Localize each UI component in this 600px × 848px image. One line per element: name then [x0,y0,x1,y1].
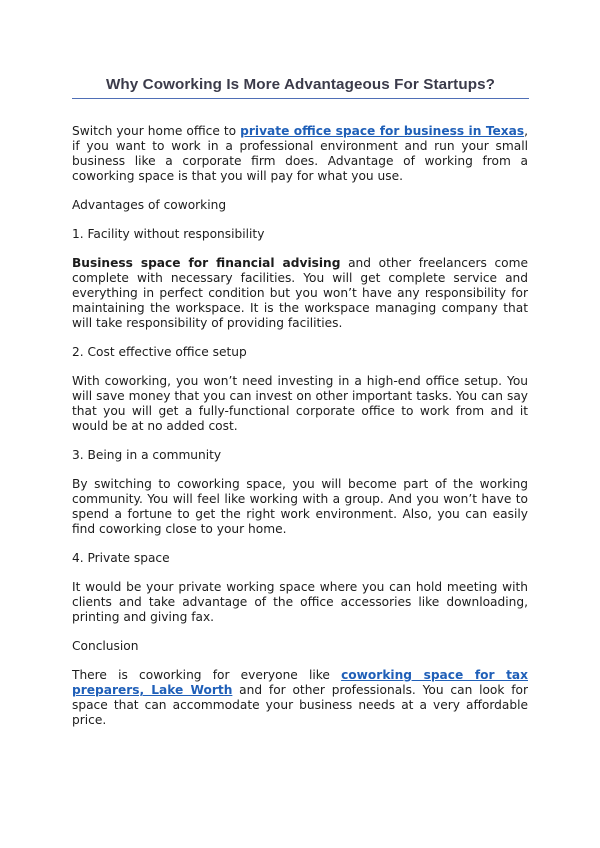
title-underline [72,98,529,99]
lake-worth-coworking-link[interactable]: coworking space for tax preparers, Lake Worth [72,668,528,697]
intro-paragraph [72,124,528,184]
document-body [72,124,528,742]
section-heading-private: 4. Private space [72,551,170,565]
section-heading-facility: 1. Facility without responsibility [72,227,265,241]
section-heading-cost: 2. Cost effective office setup [72,345,247,359]
section-text-facility: and other freelancers come complete with necessary facilities. You will get complete service and everything in perfect condition but you won’t have any responsibility for maintaining the workspace. It is the workspace managing company that will take responsibility of providing facilities. [72,256,529,330]
intro-text-after: , if you want to work in a professional environment and run your small business like a corporate firm does. Advantage of working from a coworking space is that you will pay for what you use. [72,124,528,183]
financial-advising-bold-text: Business space for financial advising [72,256,341,270]
section-heading-community: 3. Being in a community [72,448,222,462]
conclusion-paragraph [72,668,528,728]
document-title: Why Coworking Is More Advantageous For Startups? [105,76,496,93]
section-paragraph-community: By switching to coworking space, you will become part of the working community. You will feel like working with a group. And you won’t have to spend a fortune to get the right work environment. Also, you can easily find coworking close to your home. [72,477,528,536]
intro-text-before: Switch your home office to [72,124,241,138]
conclusion-text-after: and for other professionals. You can look for space that can accommodate your business needs at a very affordable price. [72,683,528,727]
section-paragraph-private: It would be your private working space where you can hold meeting with clients and take advantage of the office accessories like downloading, printing and giving fax. [72,580,528,624]
section-paragraph-facility [72,256,528,331]
texas-office-space-link[interactable]: private office space for business in Texas [240,124,525,138]
section-paragraph-cost: With coworking, you won’t need investing in a high-end office setup. You will save money that you can invest on other important tasks. You can say that you will get a fully-functional corporate office to work from and it would be at no added cost. [72,374,528,433]
conclusion-text-before: There is coworking for everyone like [72,668,342,682]
conclusion-heading: Conclusion [72,639,139,653]
advantages-heading: Advantages of coworking [72,198,227,212]
